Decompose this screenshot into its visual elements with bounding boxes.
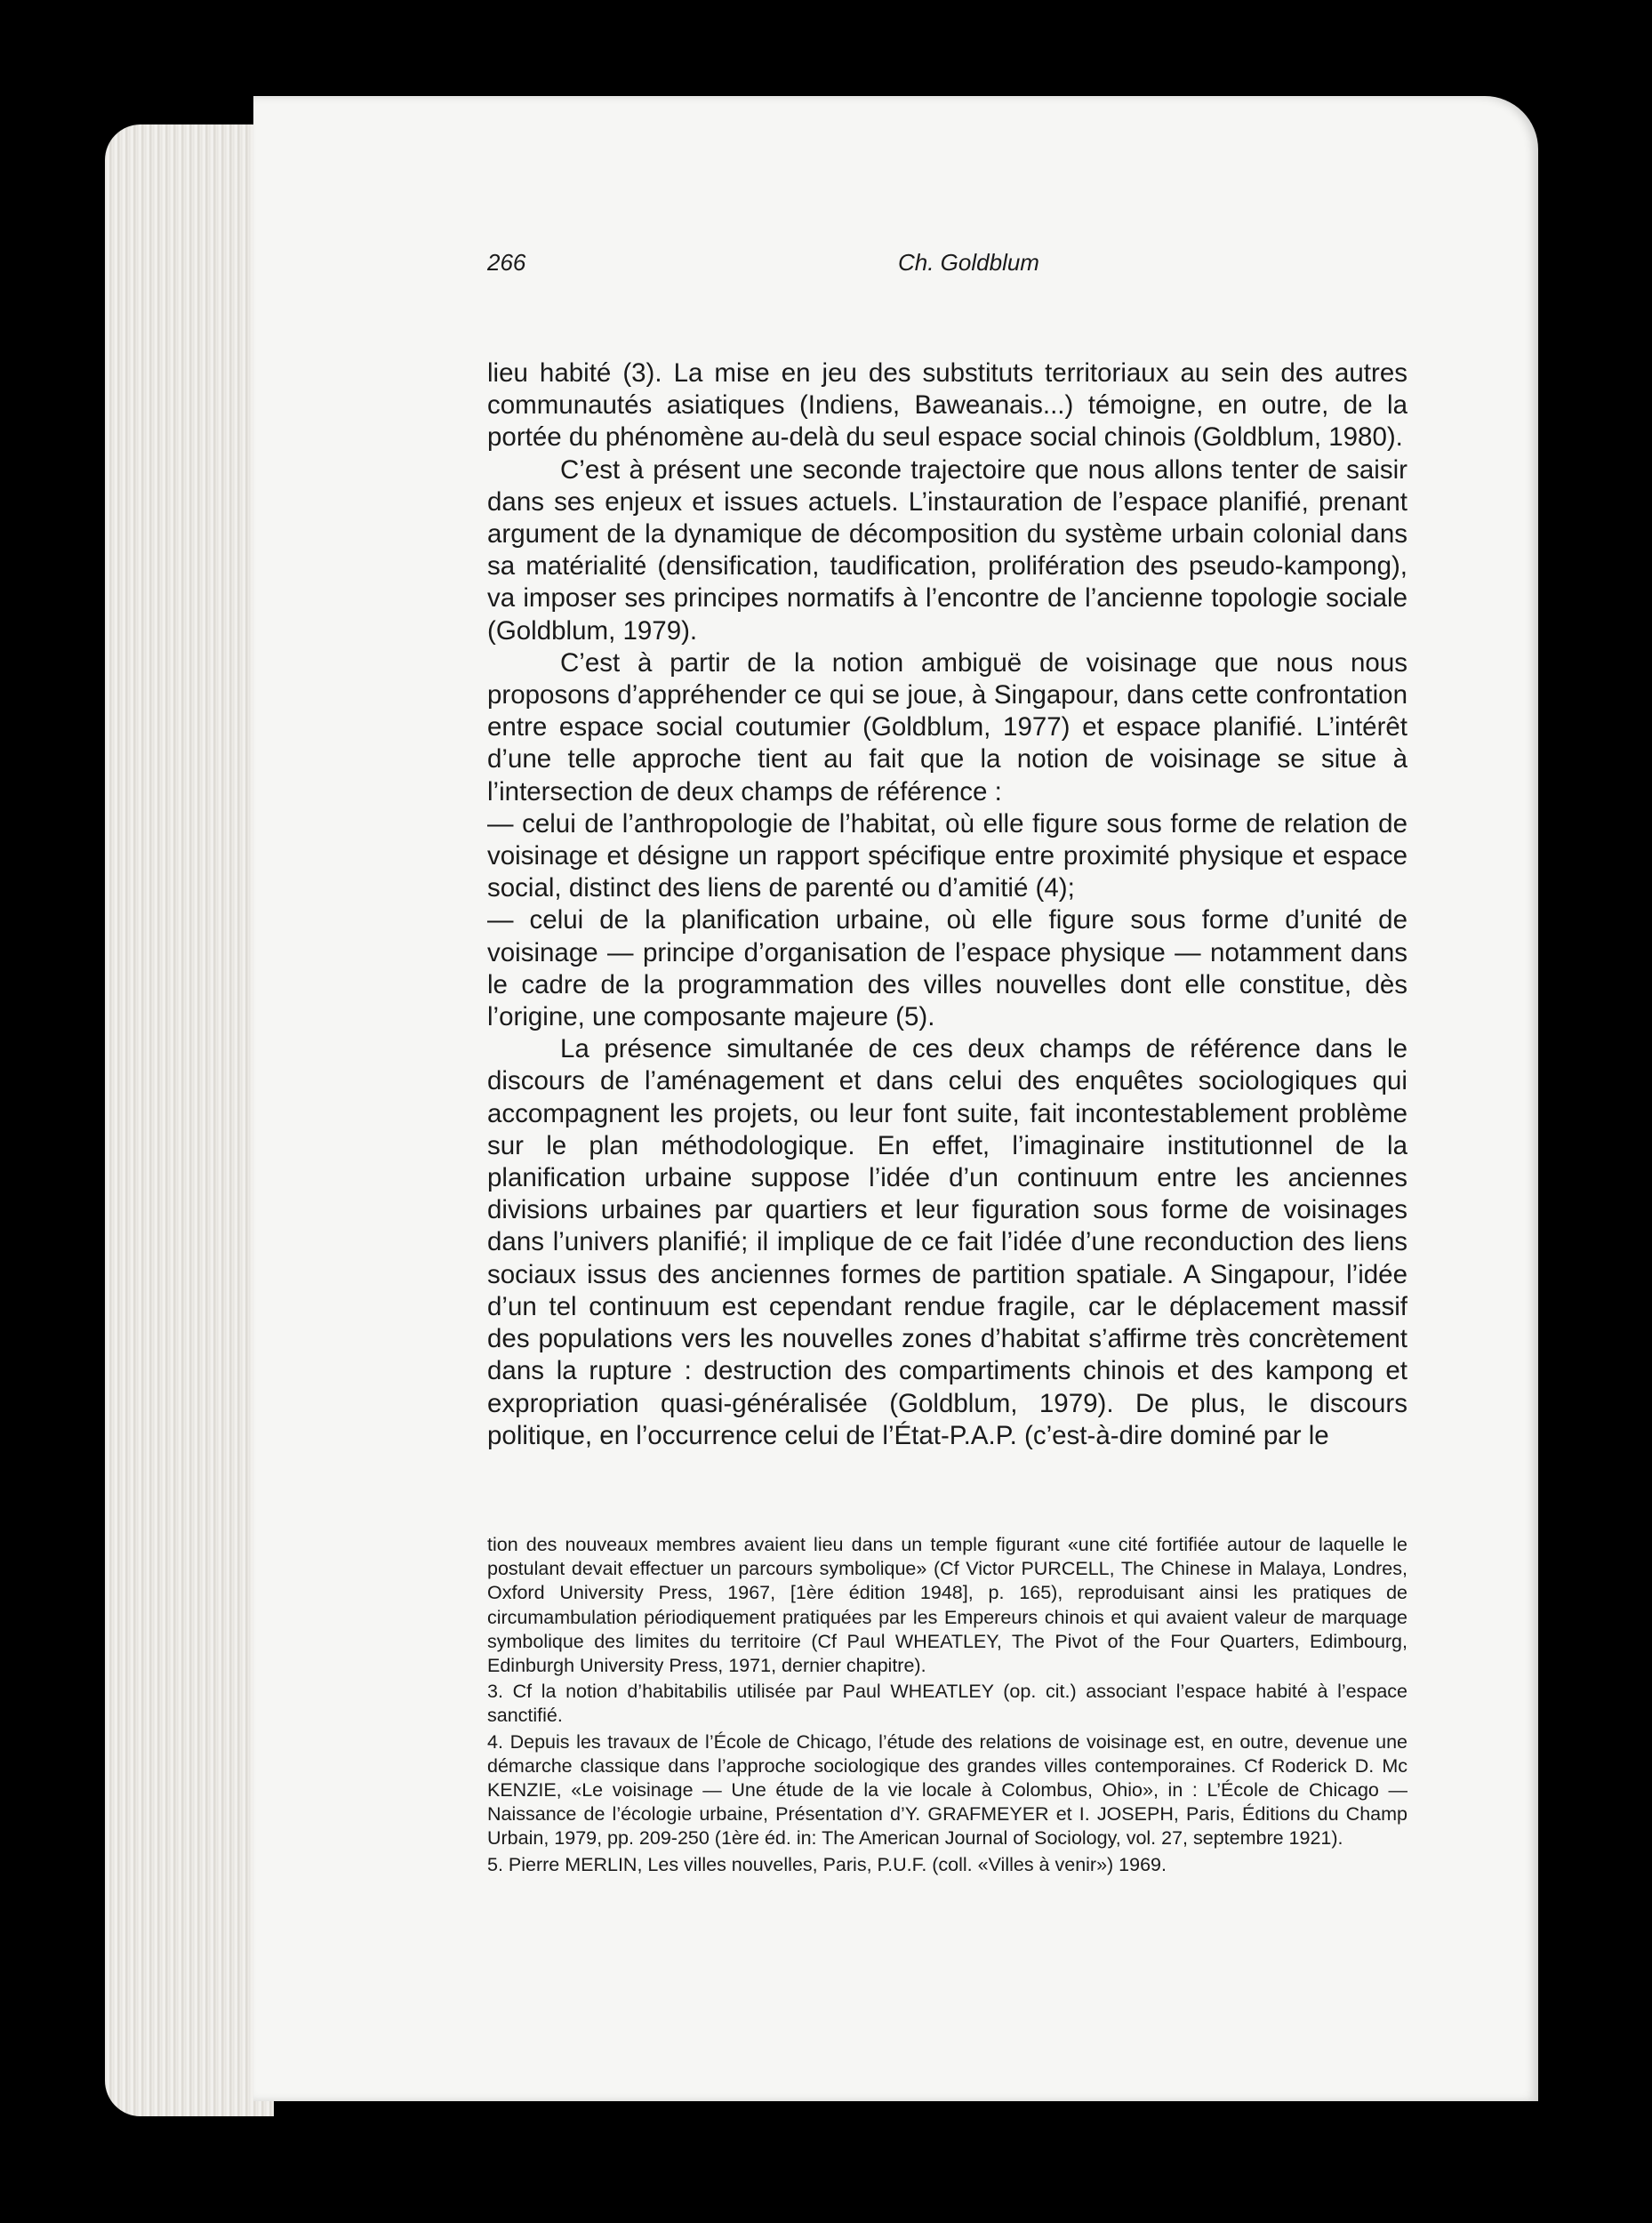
footnote: 3. Cf la notion d’habitabilis utilisée par Paul WHEATLEY (op. cit.) associant l’espace habité à l’espace sanctifié. bbox=[487, 1681, 1407, 1727]
footnote: 4. Depuis les travaux de l’École de Chicago, l’étude des relations de voisinage est, en outre, devenue une démarche classique dans l’approche sociologique des grandes villes contemporaines. Cf Roderick D. Mc KENZIE, «Le voisinage — Une étude de la vie locale à Colombus, Ohio», in : L’École de Chicago — Naissance de l’écologie urbaine, Présentation d’Y. GRAFMEYER et I. JOSEPH, Paris, Éditions du Champ Urbain, 1979, pp. 209-250 (1ère éd. in: The American Journal of Sociology, vol. 27, septembre 1921). bbox=[487, 1730, 1407, 1850]
main-text bbox=[487, 357, 1407, 1452]
dash-item: — celui de l’anthropologie de l’habitat, où elle figure sous forme de relation de voisinage et désigne un rapport spécifique entre proximité physique et espace social, distinct des liens de parenté ou d’amitié (4); bbox=[487, 808, 1407, 903]
footnote: tion des nouveaux membres avaient lieu dans un temple figurant «une cité fortifiée autour de laquelle le postulant devait effectuer un parcours symbolique» (Cf Victor PURCELL, The Chinese in Malaya, Londres, Oxford University Press, 1967, [1ère édition 1948], p. 165), reproduisant ainsi les pratiques de circumambulation périodiquement pratiquées par les Empereurs chinois et qui avaient valeur de marquage symbolique des limites du territoire (Cf Paul WHEATLEY, The Pivot of the Four Quarters, Edimbourg, Edinburgh University Press, 1971, dernier chapitre). bbox=[487, 1534, 1407, 1677]
footnote: 5. Pierre MERLIN, Les villes nouvelles, Paris, P.U.F. (coll. «Villes à venir») 1969. bbox=[487, 1853, 1167, 1875]
paragraph: C’est à partir de la notion ambiguë de voisinage que nous nous proposons d’appréhender ce qui se joue, à Singapour, dans cette confrontation entre espace social coutumier (Goldblum, 1977) et espace planifié. L’intérêt d’une telle approche tient au fait que la notion de voisinage se situe à l’intersection de deux champs de référence : bbox=[487, 647, 1407, 807]
page-edges bbox=[105, 124, 274, 2116]
page-number: 266 bbox=[487, 249, 526, 276]
paragraph: C’est à présent une seconde trajectoire que nous allons tenter de saisir dans ses enjeux et issues actuels. L’instauration de l’espace planifié, prenant argument de la dynamique de décomposition du système urbain colonial dans sa matérialité (densification, taudification, prolifération des pseudo-kampong), va imposer ses principes normatifs à l’encontre de l’ancienne topologie sociale (Goldblum, 1979). bbox=[487, 454, 1407, 646]
footnotes bbox=[487, 1533, 1407, 1879]
dash-item: — celui de la planification urbaine, où elle figure sous forme d’unité de voisinage — principe d’organisation de l’espace physique — notamment dans le cadre de la programmation des villes nouvelles dont elle constitue, dès l’origine, une composante majeure (5). bbox=[487, 905, 1407, 1032]
running-header bbox=[487, 249, 1407, 285]
paragraph: lieu habité (3). La mise en jeu des substituts territoriaux au sein des autres communautés asiatiques (Indiens, Baweanais...) témoigne, en outre, de la portée du phénomène au-delà du seul espace social chinois (Goldblum, 1980). bbox=[487, 358, 1407, 453]
paragraph: La présence simultanée de ces deux champs de référence dans le discours de l’aménagement et dans celui des enquêtes sociologiques qui accompagnent les projets, ou leur font suite, fait incontestablement problème sur le plan méthodologique. En effet, l’imaginaire institutionnel de la planification urbaine suppose l’idée d’un continuum entre les anciennes divisions urbaines par quartiers et leur figuration sous forme de voisinages dans l’univers planifié; il implique de ce fait l’idée d’une reconduction des liens sociaux issus des anciennes formes de partition spatiale. A Singapour, l’idée d’un tel continuum est cependant rendue fragile, car le déplacement massif des populations vers les nouvelles zones d’habitat s’affirme très concrètement dans la rupture : destruction des compartiments chinois et des kampong et expropriation quasi-généralisée (Goldblum, 1979). De plus, le discours politique, en l’occurrence celui de l’État-P.A.P. (c’est-à-dire dominé par le bbox=[487, 1034, 1407, 1450]
running-author: Ch. Goldblum bbox=[898, 249, 1039, 276]
